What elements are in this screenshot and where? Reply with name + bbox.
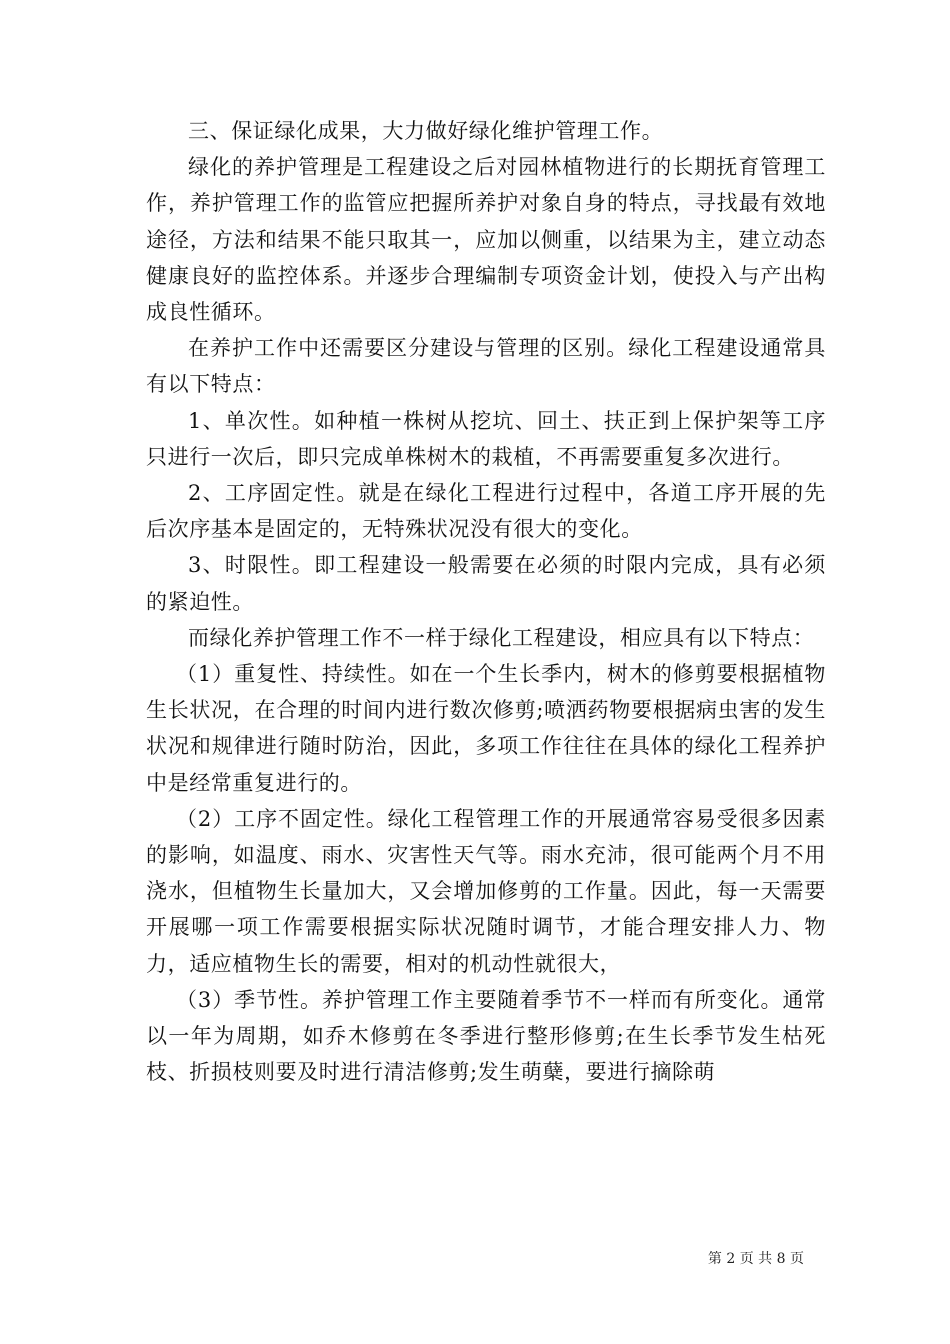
- list-item: （1）重复性、持续性。如在一个生长季内，树木的修剪要根据植物生长状况，在合理的时间内进行数次修剪;喷洒药物要根据病虫害的发生状况和规律进行随时防治，因此，多项工作往往在具体的绿化工程养护中是经常重复进行的。: [146, 662, 826, 795]
- list-item: 2、工序固定性。就是在绿化工程进行过程中，各道工序开展的先后次序基本是固定的，无特殊状况没有很大的变化。: [146, 481, 826, 542]
- paragraph: 而绿化养护管理工作不一样于绿化工程建设，相应具有以下特点：: [188, 625, 815, 650]
- section-heading: 三、保证绿化成果，大力做好绿化维护管理工作。: [188, 119, 664, 143]
- list-item: （3）季节性。养护管理工作主要随着季节不一样而有所变化。通常以一年为周期，如乔木修剪在冬季进行整形修剪;在生长季节发生枯死枝、折损枝则要及时进行清洁修剪;发生萌蘖，要进行摘除萌: [146, 987, 826, 1085]
- page-number-footer: 第 2 页 共 8 页: [707, 1251, 804, 1267]
- paragraph: 在养护工作中还需要区分建设与管理的区别。绿化工程建设通常具有以下特点：: [146, 336, 826, 397]
- paragraph: 绿化的养护管理是工程建设之后对园林植物进行的长期抚育管理工作，养护管理工作的监管应把握所养护对象自身的特点，寻找最有效地途径，方法和结果不能只取其一，应加以侧重，以结果为主，建立动态健康良好的监控体系。并逐步合理编制专项资金计划，使投入与产出构成良性循环。: [146, 155, 826, 325]
- list-item: 1、单次性。如种植一株树从挖坑、回土、扶正到上保护架等工序只进行一次后，即只完成单株树木的栽植，不再需要重复多次进行。: [146, 408, 826, 469]
- list-item: 3、时限性。即工程建设一般需要在必须的时限内完成，具有必须的紧迫性。: [146, 553, 826, 614]
- document-body: [146, 113, 826, 1090]
- list-item: （2）工序不固定性。绿化工程管理工作的开展通常容易受很多因素的影响，如温度、雨水、灾害性天气等。雨水充沛，很可能两个月不用浇水，但植物生长量加大，又会增加修剪的工作量。因此，每一天需要开展哪一项工作需要根据实际状况随时调节，才能合理安排人力、物力，适应植物生长的需要，相对的机动性就很大，: [146, 806, 826, 976]
